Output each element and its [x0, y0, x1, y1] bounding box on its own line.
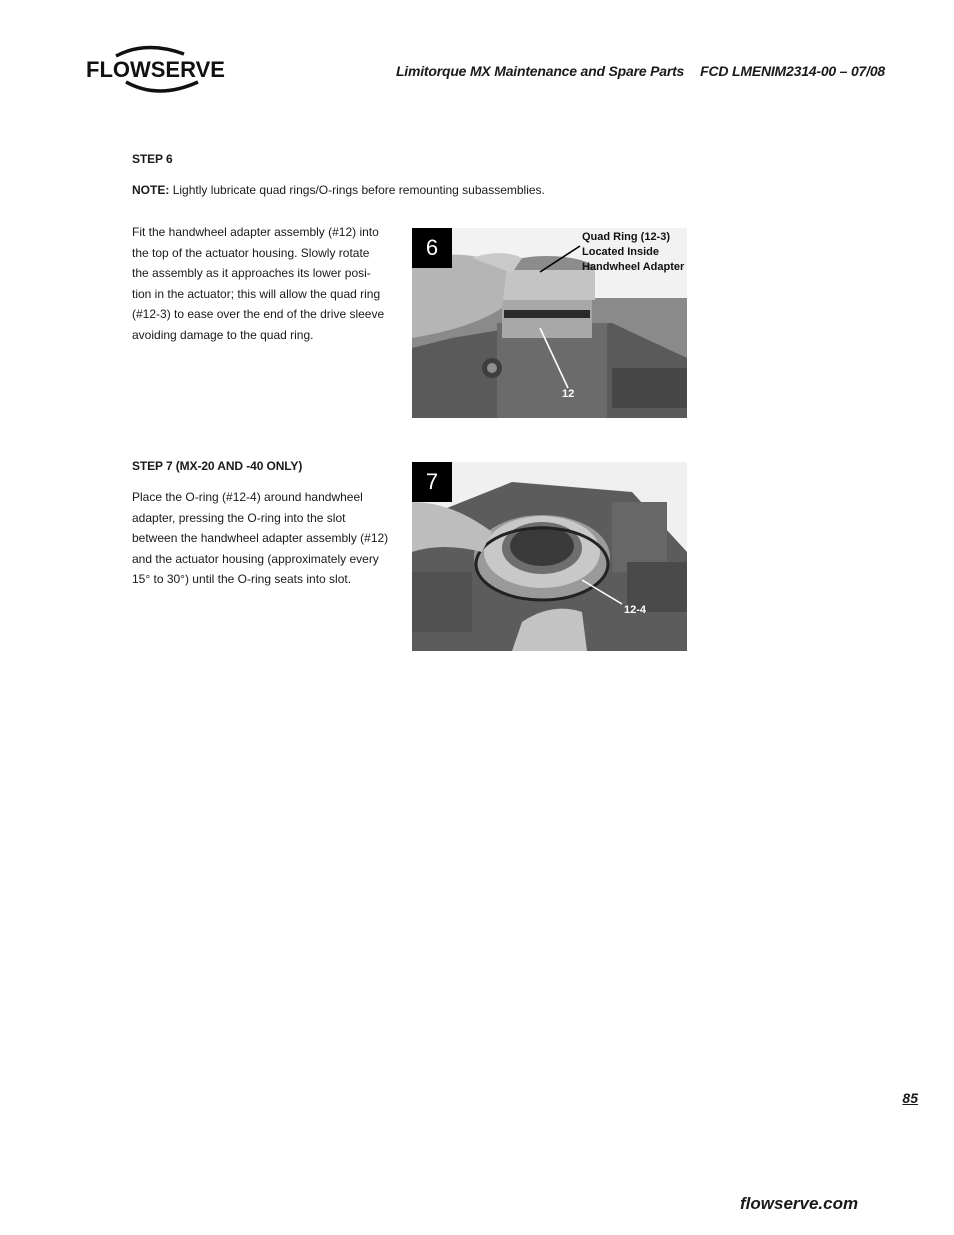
step7-paragraph [132, 487, 394, 590]
step6-line: the top of the actuator housing. Slowly rotate [132, 245, 370, 260]
figure-7-photo [412, 462, 687, 651]
page-number: 85 [902, 1090, 918, 1106]
document-code: FCD LMENIM2314-00 – 07/08 [700, 63, 885, 79]
figure-6-photo [412, 228, 687, 418]
step7-line: 15° to 30°) until the O-ring seats into slot. [132, 572, 352, 586]
document-title: Limitorque MX Maintenance and Spare Parts [395, 63, 685, 79]
step6-line: Fit the handwheel adapter assembly (#12) into [132, 225, 379, 239]
part-label-12: 12 [562, 388, 575, 400]
step7-line: and the actuator housing (approximately every [132, 551, 379, 566]
step6-line: tion in the actuator; this will allow the quad ring [132, 286, 381, 301]
note-label: NOTE: [132, 183, 170, 197]
step7-line: between the handwheel adapter assembly (#12) [132, 531, 389, 545]
footer-url[interactable]: flowserve.com [740, 1194, 859, 1213]
svg-text:FLOWSERVE: FLOWSERVE [86, 57, 225, 82]
step7-line: Place the O-ring (#12-4) around handwheel [132, 490, 363, 504]
callout-line: Located Inside [582, 246, 660, 258]
step6-line: the assembly as it approaches its lower posi- [132, 266, 371, 280]
flowserve-logo [86, 42, 226, 98]
step7-line: adapter, pressing the O-ring into the slot [132, 510, 346, 525]
callout-line: Handwheel Adapter [582, 261, 685, 273]
callout-line: Quad Ring (12-3) [582, 231, 671, 243]
figure-number: 7 [412, 462, 452, 502]
part-label-12-4: 12-4 [624, 604, 647, 616]
note-text: Lightly lubricate quad rings/O-rings before remounting subassemblies. [172, 183, 545, 197]
quad-ring-callout [582, 230, 684, 275]
figure-number: 6 [412, 228, 452, 268]
step6-heading: STEP 6 [132, 152, 173, 166]
step6-line: avoiding damage to the quad ring. [132, 327, 314, 342]
step6-paragraph [132, 222, 394, 345]
document-header [300, 63, 885, 79]
note [132, 183, 545, 197]
step7-heading: STEP 7 (MX-20 AND -40 ONLY) [132, 459, 303, 473]
step6-line: (#12-3) to ease over the end of the drive sleeve [132, 307, 385, 321]
